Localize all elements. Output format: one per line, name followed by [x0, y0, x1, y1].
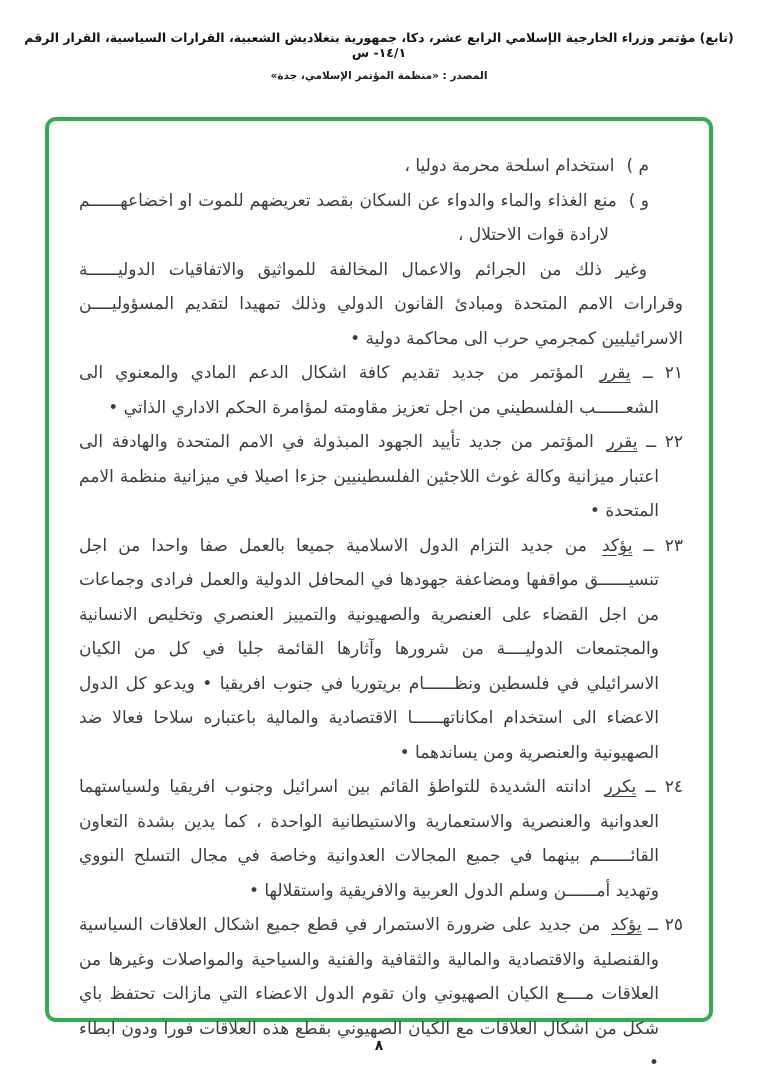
item-number: ٢٣ ــ — [643, 535, 683, 556]
resolution-item-22 — [79, 425, 683, 529]
item-lead-word: يقرر — [599, 363, 631, 383]
item-lead-word: يؤكد — [601, 535, 633, 556]
sub-item-text: منع الغذاء والماء والدواء عن السكان بقصد تعريضهم للموت او اخضاعهــــــم لارادة قوات الاحتلال ، — [79, 190, 617, 245]
item-number: ٢١ ــ — [642, 363, 684, 383]
sub-item-marker: و ) — [628, 190, 649, 211]
sub-item-text: استخدام اسلحة محرمة دوليا ، — [404, 156, 615, 176]
item-number: ٢٢ ــ — [646, 432, 684, 452]
item-number: ٢٥ ــ — [648, 915, 684, 935]
document-header — [18, 30, 740, 82]
page-number: ٨ — [374, 1038, 384, 1054]
item-lead-word: يقرر — [606, 432, 638, 452]
item-text: المؤتمر من جديد تقديم كافة اشكال الدعم المادي والمعنوي الى الشعــــــب الفلسطيني من اجل تعزيز مقاومته لمؤامرة الحكم الاداري الذاتي • — [79, 363, 659, 418]
highlight-frame — [45, 117, 713, 1073]
item-lead-word: يكرر — [604, 777, 637, 797]
sub-item-marker: م ) — [626, 156, 649, 176]
document-title: (تابع) مؤتمر وزراء الخارجية الإسلامي الرابع عشر، دكا، جمهورية بنغلاديش الشعبية، القرارات السياسية، القرار الرقم ١٤/١- س — [24, 30, 734, 60]
resolution-item-23 — [79, 529, 683, 771]
opening-paragraph: وغير ذلك من الجرائم والاعمال المخالفة للمواثيق والاتفاقيات الدوليــــــة وقرارات الامم المتحدة ومبادئ القانون الدولي وذلك تمهيدا لتقديم المسؤوليــــن الاسرائيليين كمجرمي حرب الى محاكمة دولية • — [79, 259, 683, 349]
item-text: المؤتمر من جديد تأييد الجهود المبذولة في الامم المتحدة والهادفة الى اعتبار ميزانية وكالة غوث اللاجئين الفلسطينيين جزءا اصيلا في ميزانية منظمة الامم المتحدة • — [79, 432, 659, 521]
item-text: ادانته الشديدة للتواطؤ القائم بين اسرائيل وجنوب افريقيا ولسياستهما العدوانية والعنصرية والاستعمارية والاستيطانية الواحدة ، كما يدين بشدة التعاون القائــــــم بينهما في جميع المجالات العدوانية وخاصة في مجال التسلح النووي وتهديد أمــــــن وسلم الدول العربية والافريقية واستقلالها • — [79, 777, 659, 901]
sub-item-waw — [79, 184, 683, 253]
item-text: من جديد على ضرورة الاستمرار في قطع جميع اشكال العلاقات السياسية والقنصلية والاقتصادية والمالية والثقافية والفنية والسياحية والمواصلات وغيرها من العلاقات مــــع الكيان الصهيوني وان تقوم الدول الاعضاء التي مازالت تحتفظ باي شكل من اشكال العلاقات مع الكيان الصهيوني بقطع هذه العلاقات فورا ودون ابطاء • — [79, 915, 659, 1073]
resolution-item-21 — [79, 356, 683, 425]
item-number: ٢٤ ــ — [645, 777, 683, 797]
item-text: من جديد التزام الدول الاسلامية جميعا بالعمل صفا واحدا من اجل تنسيــــــق مواقفها ومضاعفة جهودها في المحافل الدولية والعمل فرادى وجماعات من اجل القضاء على العنصرية والصهيونية والتمييز العنصري وتخليص الانسانية والمجتمعات الدوليــــة من شرورها وآثارها القائمة جليا في كل من الكيان الاسرائيلي في فلسطين ونظــــــام بريتوريا في جنوب افريقيا • ويدعو كل الدول الاعضاء الى استخدام امكاناتهــــــا الاقتصادية والمالية باعتباره سلاحا فعالا ضد الصهيونية والعنصرية ومن يساندهما • — [79, 535, 659, 763]
item-lead-word: يؤكد — [611, 915, 642, 935]
sub-item-meem — [79, 149, 683, 184]
resolution-item-24 — [79, 770, 683, 908]
document-source: المصدر : «منظمة المؤتمر الإسلامي، جدة» — [270, 70, 488, 82]
